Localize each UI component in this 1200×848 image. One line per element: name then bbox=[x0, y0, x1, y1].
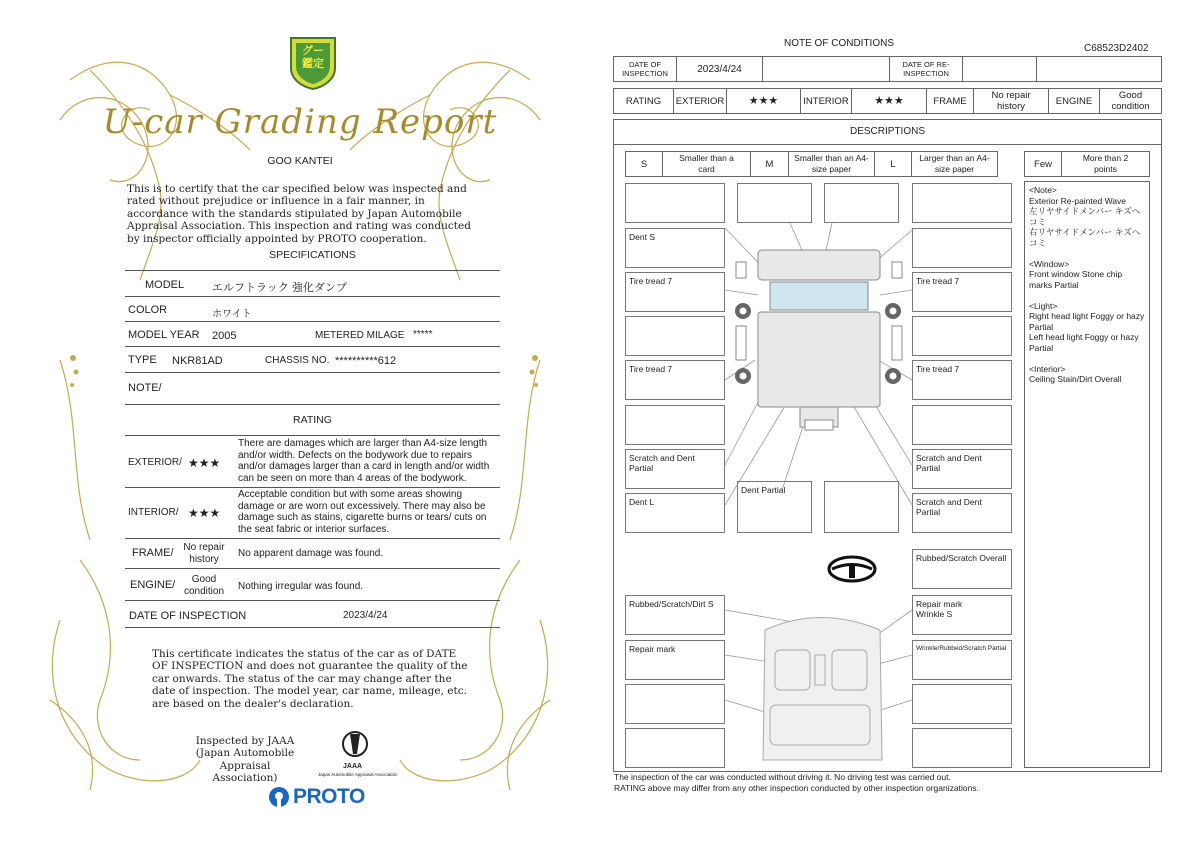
box-l6 bbox=[625, 405, 725, 445]
goo-kantei-badge bbox=[288, 32, 338, 90]
legend-l-desc: Larger than an A4-size paper bbox=[911, 151, 998, 177]
note-line: 左リヤサイドメンバー キズヘコミ bbox=[1029, 206, 1141, 227]
inspected-by: Inspected by JAAA (Japan Automobile Appraisal Association) bbox=[195, 735, 295, 785]
box-tire-tr: Tire tread 7 bbox=[912, 272, 1012, 312]
note-line: Front window Stone chip marks Partial bbox=[1029, 269, 1123, 290]
box-dent-s: Dent S bbox=[625, 228, 725, 268]
engine-label: ENGINE/ bbox=[130, 579, 176, 591]
chassis-value: **********612 bbox=[335, 355, 397, 367]
legend-s: S bbox=[625, 151, 663, 177]
report-code: C68523D2402 bbox=[1084, 43, 1149, 54]
note-line bbox=[1029, 290, 1145, 301]
box-dent-partial: Dent Partial bbox=[737, 481, 812, 533]
box-tm1 bbox=[737, 183, 812, 223]
frame-value: No repair history bbox=[973, 88, 1049, 114]
jaaa-subtitle: Japan Automobile Appraisal Association bbox=[318, 772, 398, 777]
engine-value: Good condition bbox=[183, 574, 225, 597]
certification-paragraph: This is to certify that the car specified below was inspected and rated without prejudice or influence in a fair manner, in accordance with the standards stipulated by Japan Automobile Appraisal Association. This inspection and rating was conducted by inspector officially appointed by PROTO cooperation. bbox=[127, 183, 471, 245]
milage-value: ***** bbox=[413, 329, 433, 340]
type-label: TYPE bbox=[128, 354, 157, 366]
rating-heading: RATING bbox=[293, 414, 332, 426]
interior-label: INTERIOR bbox=[800, 88, 852, 114]
box-l4 bbox=[625, 316, 725, 356]
badge-text: グー 鑑定 bbox=[302, 45, 324, 70]
exterior-label: EXTERIOR bbox=[673, 88, 727, 114]
box-r2 bbox=[912, 228, 1012, 268]
box-wrinkle-partial: Wrinkle/Rubbed/Scratch Partial bbox=[912, 640, 1012, 680]
note-line: Exterior Re-painted Wave bbox=[1029, 195, 1127, 206]
date-reinspection-label: DATE OF RE-INSPECTION bbox=[889, 56, 963, 82]
color-label: COLOR bbox=[128, 304, 168, 316]
note-label: NOTE/ bbox=[128, 382, 162, 394]
proto-icon bbox=[268, 786, 290, 808]
legend-m-desc: Smaller than an A4-size paper bbox=[788, 151, 875, 177]
footer-disclaimer: This certificate indicates the status of the car as of DATE OF INSPECTION and does not guarantee the quality of the car onwards. The status of the car may change after the date of inspection. The model year, car name, mileage, etc. are based on the dealer's declaration. bbox=[152, 648, 468, 710]
interior-stars: ★★★ bbox=[851, 88, 927, 114]
legend-l: L bbox=[874, 151, 912, 177]
engine-description: Nothing irregular was found. bbox=[238, 581, 364, 592]
specifications-heading: SPECIFICATIONS bbox=[269, 249, 356, 261]
note-line: <Light> bbox=[1029, 300, 1058, 311]
box-l11 bbox=[625, 684, 725, 724]
milage-label: METERED MILAGE bbox=[315, 330, 405, 341]
box-l12 bbox=[625, 728, 725, 768]
notes-panel bbox=[1024, 181, 1150, 768]
box-bm2 bbox=[824, 481, 899, 533]
model-label: MODEL bbox=[145, 279, 185, 291]
descriptions-heading: DESCRIPTIONS bbox=[613, 119, 1162, 145]
type-value: NKR81AD bbox=[172, 355, 223, 367]
box-tire-br: Tire tread 7 bbox=[912, 360, 1012, 400]
box-tm2 bbox=[824, 183, 899, 223]
box-tire-bl: Tire tread 7 bbox=[625, 360, 725, 400]
frame-label: FRAME/ bbox=[132, 547, 174, 559]
proto-logo: PROTO bbox=[293, 785, 365, 808]
box-scratch-dent-l: Scratch and Dent Partial bbox=[625, 449, 725, 489]
rating-label: RATING bbox=[613, 88, 674, 114]
interior-description: Acceptable condition but with some areas showing damage or are worn out excessively. There may also be damage such as stains, cigarette burns or tears/ cuts on the seat fabric or interior surfaces. bbox=[238, 489, 487, 535]
box-scratch-dent-r1: Scratch and Dent Partial bbox=[912, 449, 1012, 489]
legend-few-desc: More than 2 points bbox=[1061, 151, 1150, 177]
date-inspection-value: 2023/4/24 bbox=[676, 56, 763, 82]
exterior-description: There are damages which are larger than A4-size length and/or width. Defects on the bodywork due to repairs and/or damages larger than a card in length and/or width can be seen on more than 4 areas of the bodywork. bbox=[238, 438, 490, 484]
note-line: 右リヤサイドメンバー キズヘコミ bbox=[1029, 227, 1141, 248]
interior-label: INTERIOR/ bbox=[128, 507, 179, 518]
interior-stars: ★★★ bbox=[188, 506, 221, 520]
exterior-stars: ★★★ bbox=[188, 456, 221, 470]
note-line: <Interior> bbox=[1029, 363, 1066, 374]
model-year-value: 2005 bbox=[212, 330, 237, 342]
date-of-inspection-label: DATE OF INSPECTION bbox=[129, 610, 247, 622]
note-line bbox=[1029, 353, 1145, 364]
exterior-label: EXTERIOR/ bbox=[128, 457, 182, 468]
box-r13 bbox=[912, 728, 1012, 768]
legend-m: M bbox=[750, 151, 789, 177]
footer-note-1: The inspection of the car was conducted without driving it. No driving test was carried out. bbox=[614, 772, 951, 782]
note-line: Right head light Foggy or hazy Partial bbox=[1029, 311, 1145, 332]
model-year-label: MODEL YEAR bbox=[128, 329, 200, 341]
notes-list bbox=[1029, 185, 1145, 385]
box-repair-mark: Repair mark bbox=[625, 640, 725, 680]
engine-label: ENGINE bbox=[1048, 88, 1100, 114]
engine-value: Good condition bbox=[1099, 88, 1162, 114]
report-title: U-car Grading Report bbox=[102, 102, 498, 142]
box-r4 bbox=[912, 316, 1012, 356]
model-value: エルフトラック 強化ダンプ bbox=[212, 282, 347, 294]
note-line: Ceiling Stain/Dirt Overall bbox=[1029, 374, 1122, 384]
jaaa-logo bbox=[340, 730, 370, 766]
box-l1 bbox=[625, 183, 725, 223]
note-line: <Window> bbox=[1029, 258, 1070, 269]
frame-label: FRAME bbox=[926, 88, 974, 114]
note-line: Left head light Foggy or hazy Partial bbox=[1029, 332, 1139, 353]
jaaa-label: JAAA bbox=[343, 763, 363, 770]
box-scratch-dent-r2: Scratch and Dent Partial bbox=[912, 493, 1012, 533]
notes-heading: NOTE OF CONDITIONS bbox=[784, 38, 894, 49]
box-dent-l: Dent L bbox=[625, 493, 725, 533]
note-of-conditions bbox=[600, 0, 1200, 848]
exterior-stars: ★★★ bbox=[726, 88, 801, 114]
frame-value: No repair history bbox=[183, 542, 225, 565]
box-r1 bbox=[912, 183, 1012, 223]
steering-wheel-icon bbox=[829, 557, 875, 581]
color-value: ホワイト bbox=[212, 309, 252, 320]
box-tire-tl: Tire tread 7 bbox=[625, 272, 725, 312]
box-rubbed-overall: Rubbed/Scratch Overall bbox=[912, 549, 1012, 589]
note-line bbox=[1029, 248, 1145, 259]
note-line: <Note> bbox=[1029, 185, 1057, 195]
date-inspection-label: DATE OF INSPECTION bbox=[613, 56, 677, 82]
date-of-inspection-value: 2023/4/24 bbox=[343, 610, 388, 621]
legend-s-desc: Smaller than a card bbox=[662, 151, 751, 177]
box-r12 bbox=[912, 684, 1012, 724]
chassis-label: CHASSIS NO. bbox=[265, 355, 330, 366]
report-subtitle: GOO KANTEI bbox=[267, 155, 333, 167]
box-r6 bbox=[912, 405, 1012, 445]
frame-description: No apparent damage was found. bbox=[238, 548, 384, 559]
legend-few: Few bbox=[1024, 151, 1062, 177]
box-repair-wrinkle: Repair mark Wrinkle S bbox=[912, 595, 1012, 635]
footer-note-2: RATING above may differ from any other inspection conducted by other inspection organizations. bbox=[614, 783, 979, 793]
box-rubbed-dirt: Rubbed/Scratch/Dirt S bbox=[625, 595, 725, 635]
